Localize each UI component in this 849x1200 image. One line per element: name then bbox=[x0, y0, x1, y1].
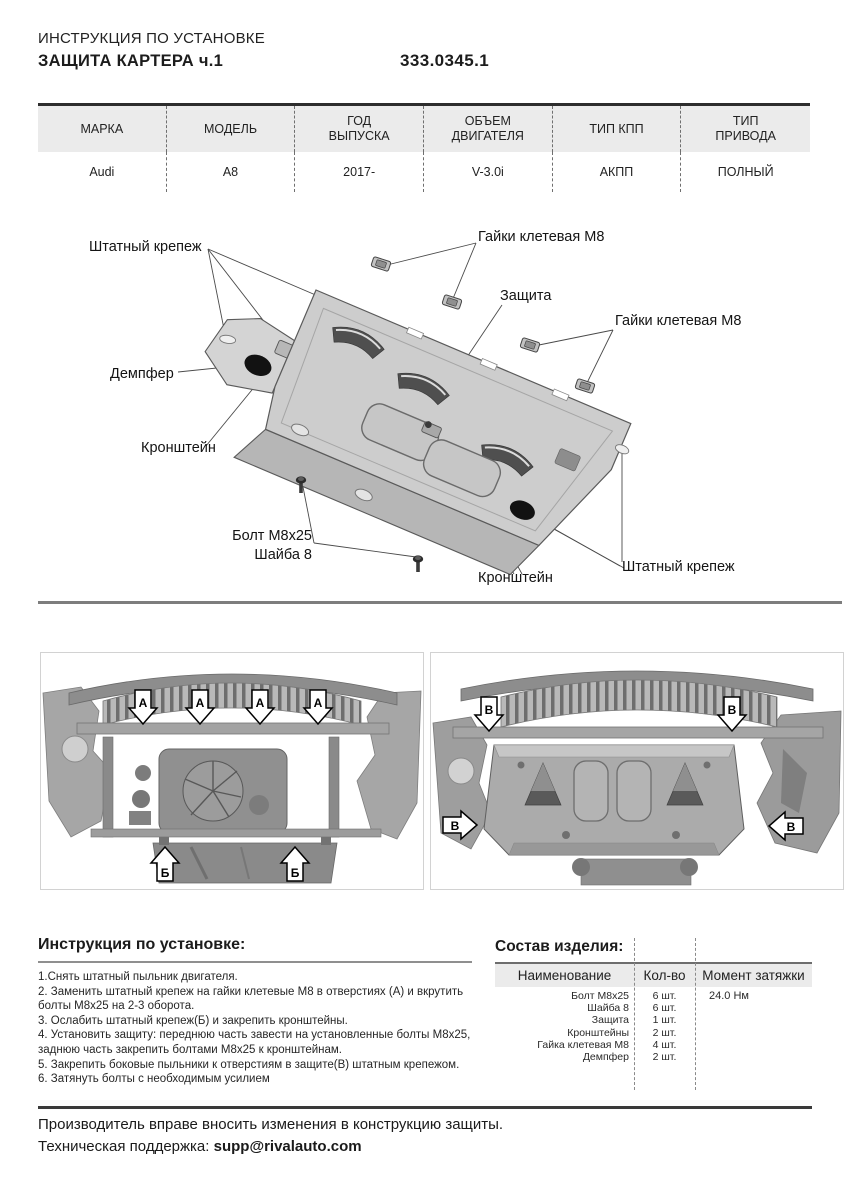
spec-header-year: ГОД ВЫПУСКА bbox=[295, 106, 424, 152]
instruction-step: 5. Закрепить боковые пыльники к отверстиям в защите(В) штатным крепежом. bbox=[38, 1058, 460, 1071]
label-zashchita: Защита bbox=[500, 288, 552, 304]
footer-support bbox=[38, 1138, 362, 1155]
label-bolt-shayba: Болт М8х25 Шайба 8 bbox=[232, 528, 312, 563]
label-shtatny-krepezh-bottom: Штатный крепеж bbox=[622, 559, 735, 575]
svg-text:А: А bbox=[195, 696, 205, 710]
label-kronshtein-bottom: Кронштейн bbox=[478, 570, 553, 586]
instructions-heading: Инструкция по установке: bbox=[38, 936, 246, 953]
spec-header-model: МОДЕЛЬ bbox=[167, 106, 296, 152]
footer-disclaimer: Производитель вправе вносить изменения в конструкцию защиты. bbox=[38, 1116, 504, 1133]
doc-type-label: ИНСТРУКЦИЯ ПО УСТАНОВКЕ bbox=[38, 30, 265, 47]
label-kronshtein-left: Кронштейн bbox=[141, 440, 216, 456]
page-title: ЗАЩИТА КАРТЕРА ч.1 bbox=[38, 52, 224, 70]
parts-col-torque: Момент затяжки bbox=[702, 968, 805, 983]
parts-row: Болт М8х25 6 шт. 24.0 Нм bbox=[571, 990, 749, 1002]
photo-underside-after bbox=[430, 652, 844, 890]
parts-divider bbox=[695, 938, 696, 1090]
parts-row: Кронштейны 2 шт. bbox=[567, 1026, 677, 1039]
svg-text:В: В bbox=[484, 703, 494, 717]
parts-table-rows bbox=[495, 990, 812, 1063]
instruction-step: 3. Ослабить штатный крепеж(Б) и закрепить кронштейны. bbox=[38, 1014, 348, 1027]
parts-row: Шайба 8 6 шт. bbox=[587, 1002, 677, 1015]
instruction-step: 2. Заменить штатный крепеж на гайки клетевые М8 в отверстиях (А) и вкрутить болты М8х25 на 2-3 оборота. bbox=[38, 985, 464, 1013]
spec-header-gearbox: ТИП КПП bbox=[553, 106, 682, 152]
spec-value-drive: ПОЛНЫЙ bbox=[717, 165, 774, 179]
instruction-step: 4. Установить защиту: переднюю часть завести на установленные болты М8х25, заднюю часть закрепить болтами М8х25 к кронштейнам. bbox=[38, 1029, 471, 1056]
parts-row: Гайка клетевая М8 4 шт. bbox=[537, 1038, 677, 1051]
part-number: 333.0345.1 bbox=[400, 51, 490, 70]
svg-text:В: В bbox=[450, 819, 460, 833]
spec-value-year: 2017- bbox=[295, 152, 424, 192]
label-gaiki-klete­vaya-top: Гайки клетевая М8 bbox=[478, 229, 605, 245]
label-shtatny-krepezh-top: Штатный крепеж bbox=[89, 239, 202, 255]
spec-table-header-row bbox=[38, 106, 810, 152]
svg-text:Б: Б bbox=[290, 866, 300, 880]
svg-text:В: В bbox=[786, 820, 796, 834]
instructions-steps bbox=[38, 970, 482, 1087]
section-divider bbox=[38, 601, 842, 604]
svg-text:Б: Б bbox=[160, 866, 170, 880]
parts-heading: Состав изделия: bbox=[495, 938, 624, 955]
spec-value-gearbox: АКПП bbox=[553, 152, 682, 192]
support-label: Техническая поддержка: bbox=[38, 1138, 214, 1155]
spec-header-marka: МАРКА bbox=[38, 106, 167, 152]
instruction-step: 1.Снять штатный пыльник двигателя. bbox=[38, 971, 238, 983]
spec-table-value-row bbox=[38, 152, 810, 192]
spec-header-engine: ОБЪЕМ ДВИГАТЕЛЯ bbox=[424, 106, 553, 152]
svg-text:В: В bbox=[727, 703, 737, 717]
spec-table bbox=[38, 103, 810, 192]
label-gaiki-klete­vaya-right: Гайки клетевая М8 bbox=[615, 313, 742, 329]
spec-value-engine: V-3.0i bbox=[424, 152, 553, 192]
parts-col-name: Наименование bbox=[517, 968, 612, 983]
instruction-step: 6. Затянуть болты с необходимым усилием bbox=[38, 1073, 270, 1086]
svg-text:А: А bbox=[313, 696, 323, 710]
support-email-link[interactable]: supp@rivalauto.com bbox=[213, 1138, 362, 1155]
assembly-diagram bbox=[0, 225, 849, 605]
parts-col-qty: Кол-во bbox=[643, 968, 686, 983]
svg-text:А: А bbox=[138, 696, 148, 710]
parts-row: Защита 1 шт. bbox=[591, 1014, 677, 1027]
parts-table-header bbox=[495, 964, 812, 987]
spec-value-marka: Audi bbox=[38, 152, 167, 192]
footer-rule bbox=[38, 1106, 812, 1109]
svg-text:А: А bbox=[255, 696, 265, 710]
photo-underside-before bbox=[40, 652, 424, 890]
instructions-rule bbox=[38, 961, 472, 963]
spec-value-model: A8 bbox=[167, 152, 296, 192]
spec-header-drive: ТИП ПРИВОДА bbox=[681, 106, 810, 152]
label-dempfer: Демпфер bbox=[110, 366, 174, 382]
parts-row: Демпфер 2 шт. bbox=[582, 1051, 677, 1064]
parts-divider bbox=[634, 938, 635, 1090]
